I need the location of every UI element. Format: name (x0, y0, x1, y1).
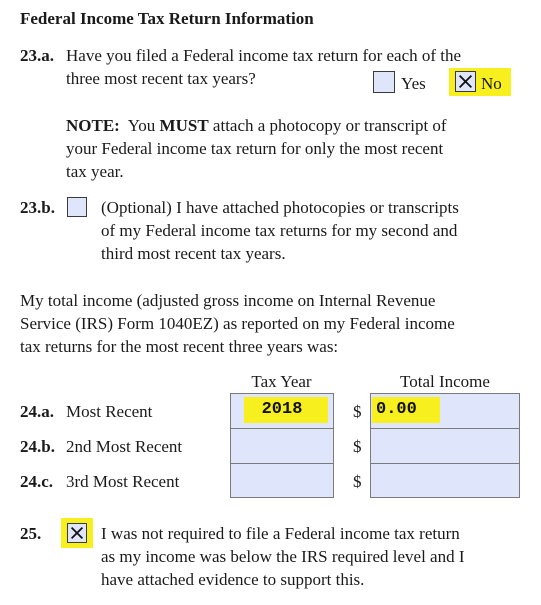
row-divider (370, 463, 520, 464)
no-label: No (481, 74, 502, 93)
q25-text-line3: have attached evidence to support this. (101, 570, 365, 589)
q23b-text-line2: of my Federal income tax returns for my second and (101, 221, 458, 240)
row-a-currency: $ (353, 402, 362, 421)
q25-text-line2: as my income was below the IRS required level and I (101, 547, 465, 566)
note-line1 (66, 114, 447, 137)
row-c-tax-year-field[interactable] (230, 470, 334, 492)
note-line2: your Federal income tax return for only the most recent (66, 139, 444, 158)
row-b-income-field[interactable] (376, 435, 516, 457)
q25-checkbox[interactable] (67, 523, 87, 543)
q25-text-line1: I was not required to file a Federal income tax return (101, 524, 460, 543)
q23a-text-line1: Have you filed a Federal income tax return for each of the (66, 46, 462, 65)
row-divider (230, 463, 334, 464)
checkmark-x-icon (68, 524, 86, 542)
col-header-total-income: Total Income (400, 372, 490, 391)
row-a-tax-year-field[interactable]: 2018 (261, 400, 303, 419)
q23b-text-line1: (Optional) I have attached photocopies or transcripts (101, 198, 459, 217)
row-divider (370, 428, 520, 429)
row-c-number: 24.c. (20, 472, 54, 491)
note-must: MUST (159, 116, 209, 135)
row-a-label: Most Recent (66, 402, 153, 421)
row-b-currency: $ (353, 437, 362, 456)
section-title: Federal Income Tax Return Information (20, 9, 314, 28)
row-a-income-field[interactable]: 0.00 (376, 400, 417, 419)
q23b-checkbox[interactable] (67, 197, 87, 217)
checkmark-x-icon (456, 72, 475, 91)
row-divider (230, 428, 334, 429)
no-checkbox[interactable] (455, 71, 476, 92)
yes-label: Yes (401, 74, 426, 93)
row-c-currency: $ (353, 472, 362, 491)
row-a-number: 24.a. (20, 402, 54, 421)
q25-number: 25. (20, 524, 42, 543)
yes-checkbox[interactable] (373, 71, 395, 93)
note-you: You (127, 116, 156, 135)
col-header-tax-year: Tax Year (251, 372, 312, 391)
row-c-income-field[interactable] (376, 470, 516, 492)
income-para-line3: tax returns for the most recent three years was: (20, 337, 339, 356)
row-b-label: 2nd Most Recent (66, 437, 183, 456)
note-line3: tax year. (66, 162, 124, 181)
row-b-number: 24.b. (20, 437, 55, 456)
q23a-number: 23.a. (20, 46, 54, 65)
income-para-line2: Service (IRS) Form 1040EZ) as reported on my Federal income (20, 314, 455, 333)
q23b-text-line3: third most recent tax years. (101, 244, 286, 263)
row-c-label: 3rd Most Recent (66, 472, 180, 491)
row-b-tax-year-field[interactable] (230, 435, 334, 457)
note-rest: attach a photocopy or transcript of (212, 116, 447, 135)
q23b-number: 23.b. (20, 198, 55, 217)
income-para-line1: My total income (adjusted gross income on Internal Revenue (20, 291, 436, 310)
note-label: NOTE: (66, 116, 120, 135)
q23a-text-line2: three most recent tax years? (66, 69, 256, 88)
